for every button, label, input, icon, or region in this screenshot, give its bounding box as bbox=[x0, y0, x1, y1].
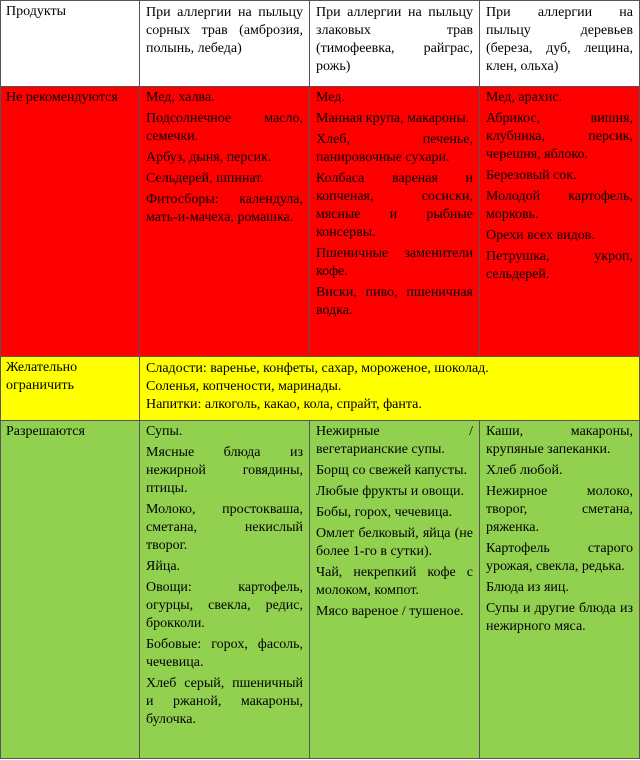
not-recommended-weeds-cell bbox=[140, 87, 310, 357]
food-item: Молодой картофель, морковь. bbox=[486, 189, 633, 222]
allowed-label-cell bbox=[1, 421, 140, 759]
header-grasses-cell bbox=[310, 1, 480, 87]
food-item: Нежирные / вегетарианские супы. bbox=[316, 424, 473, 457]
food-item: Любые фрукты и овощи. bbox=[316, 484, 465, 499]
food-item: Березовый сок. bbox=[486, 168, 577, 183]
limit-label-cell bbox=[1, 357, 140, 421]
food-item: Нежирное молоко, творог, сметана, ряженка. bbox=[486, 484, 633, 535]
header-trees-cell bbox=[480, 1, 640, 87]
food-item: Орехи всех видов. bbox=[486, 228, 595, 243]
food-item: Мясные блюда из нежирной говядины, птицы. bbox=[146, 445, 303, 496]
food-item: Супы. bbox=[146, 424, 183, 439]
not-recommended-grasses-cell bbox=[310, 87, 480, 357]
food-item: Манная крупа, макароны. bbox=[316, 111, 470, 126]
food-item: Борщ со свежей капусты. bbox=[316, 463, 468, 478]
not-recommended-trees-cell bbox=[480, 87, 640, 357]
allowed-weeds-cell bbox=[140, 421, 310, 759]
food-item: Мед. bbox=[316, 90, 345, 105]
food-item: Чай, некрепкий кофе с молоком, компот. bbox=[316, 565, 473, 598]
food-item: Яйца. bbox=[146, 559, 181, 574]
food-item: Блюда из яиц. bbox=[486, 580, 569, 595]
food-item: Пшеничные заменители кофе. bbox=[316, 246, 473, 279]
not-recommended-label-cell bbox=[1, 87, 140, 357]
food-item: Овощи: картофель, огурцы, свекла, редис, брокколи. bbox=[146, 580, 303, 631]
food-item: Мед, халва. bbox=[146, 90, 215, 105]
food-item: Бобовые: горох, фасоль, чечевица. bbox=[146, 637, 303, 670]
limit-row bbox=[1, 357, 640, 421]
food-item: Каши, макароны, крупяные запеканки. bbox=[486, 424, 633, 457]
header-weeds-cell bbox=[140, 1, 310, 87]
not-recommended-label: Не рекомендуются bbox=[6, 90, 118, 105]
food-item: Виски, пиво, пшеничная водка. bbox=[316, 285, 473, 318]
not-recommended-row bbox=[1, 87, 640, 357]
food-item: Картофель старого урожая, свекла, редька. bbox=[486, 541, 633, 574]
food-item: Хлеб серый, пшеничный и ржаной, макароны, булочка. bbox=[146, 676, 303, 727]
allowed-label: Разрешаются bbox=[6, 424, 85, 439]
food-item: Арбуз, дыня, персик. bbox=[146, 150, 272, 165]
food-item: Фитосборы: календула, мать-и-мачеха, ромашка. bbox=[146, 192, 303, 225]
header-products-cell bbox=[1, 1, 140, 87]
food-item: Молоко, простокваша, сметана, некислый творог. bbox=[146, 502, 303, 553]
food-item: Абрикос, вишня, клубника, персик, черешня, яблоко. bbox=[486, 111, 633, 162]
allowed-grasses-cell bbox=[310, 421, 480, 759]
food-item: Петрушка, укроп, сельдерей. bbox=[486, 249, 633, 282]
food-item: Супы и другие блюда из нежирного мяса. bbox=[486, 601, 633, 634]
food-item: Сладости: варенье, конфеты, сахар, мороженое, шоколад. bbox=[146, 361, 489, 376]
header-grasses-label: При аллергии на пыльцу злаковых трав (тимофеевка, райграс, рожь) bbox=[316, 5, 473, 74]
header-weeds-label: При аллергии на пыльцу сорных трав (амброзия, полынь, лебеда) bbox=[146, 5, 303, 56]
food-item: Хлеб любой. bbox=[486, 463, 563, 478]
food-item: Бобы, горох, чечевица. bbox=[316, 505, 453, 520]
food-item: Хлеб, печенье, панировочные сухари. bbox=[316, 132, 473, 165]
limit-label: Желательно ограничить bbox=[6, 360, 78, 393]
header-row bbox=[1, 1, 640, 87]
food-item: Напитки: алкоголь, какао, кола, спрайт, фанта. bbox=[146, 397, 422, 412]
food-item: Подсолнечное масло, семечки. bbox=[146, 111, 303, 144]
header-products-label: Продукты bbox=[6, 4, 66, 19]
food-item: Сельдерей, шпинат. bbox=[146, 171, 264, 186]
food-item: Колбаса вареная и копченая, сосиски, мясные и рыбные консервы. bbox=[316, 171, 473, 240]
limit-items-cell bbox=[140, 357, 640, 421]
allowed-row bbox=[1, 421, 640, 759]
food-item: Мед, арахис. bbox=[486, 90, 563, 105]
header-trees-label: При аллергии на пыльцу деревьев (береза, дуб, лещина, клен, ольха) bbox=[486, 5, 633, 74]
food-item: Мясо вареное / тушеное. bbox=[316, 604, 464, 619]
food-item: Омлет белковый, яйца (не более 1-го в сутки). bbox=[316, 526, 473, 559]
food-item: Соленья, копчености, маринады. bbox=[146, 379, 342, 394]
allowed-trees-cell bbox=[480, 421, 640, 759]
